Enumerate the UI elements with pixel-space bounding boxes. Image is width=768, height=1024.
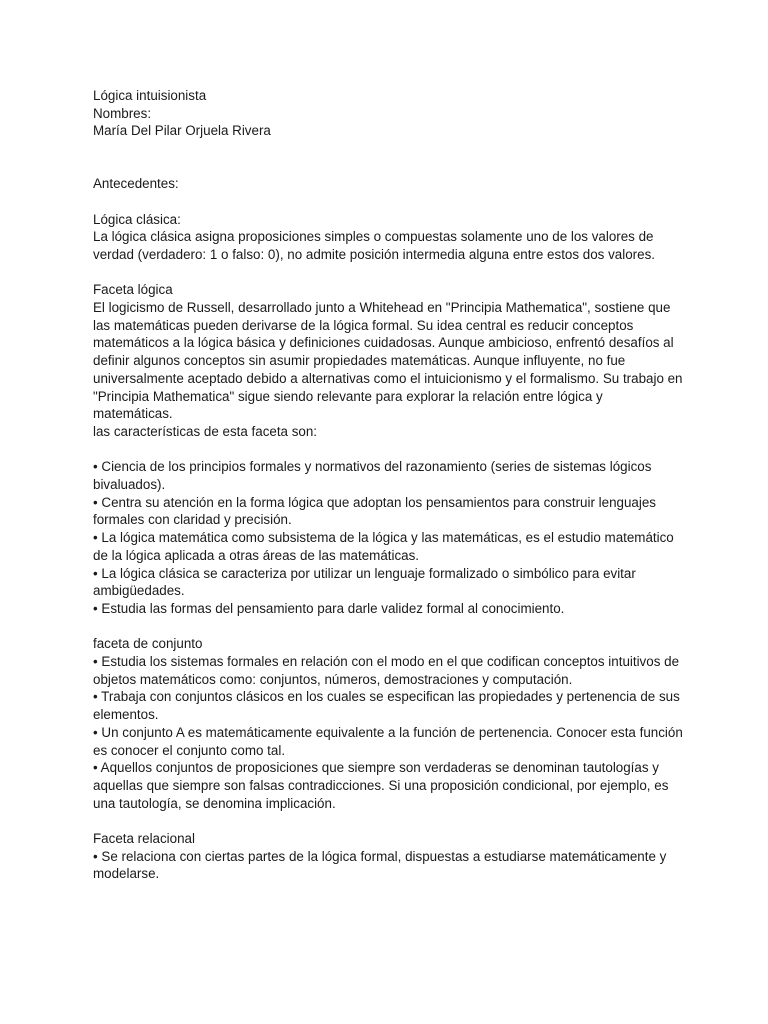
paragraph-faceta-logica-intro: las características de esta faceta son: [93, 423, 318, 439]
list-item: • Ciencia de los principios formales y normativos del razonamiento (series de sistemas lógicos bivaluados). [93, 459, 652, 493]
spacer [93, 264, 683, 282]
document-body [93, 87, 683, 883]
list-item: • Estudia los sistemas formales en relación con el modo en el que codifican conceptos intuitivos de objetos matemáticos como: conjuntos, números, demostraciones y computación. [93, 654, 680, 687]
section-heading-antecedentes: Antecedentes: [93, 176, 179, 192]
paragraph-faceta-logica: El logicismo de Russell, desarrollado junto a Whitehead en "Principia Mathematica", sostiene que las matemáticas pueden derivarse de la lógica formal. Su idea central es reducir conceptos matemáticos a la lógica básica y definiciones cuidadosas. Aunque ambicioso, enfrentó desafíos al definir algunos conceptos sin asumir propiedades matemáticas. Aunque influyente, no fue universalmente aceptado debido a alternativas como el intuicionismo y el formalismo. Su trabajo en "Principia Mathematica" sigue siendo relevante para explorar la relación entre lógica y matemáticas. [93, 300, 683, 422]
list-item: • Estudia las formas del pensamiento para darle validez formal al conocimiento. [93, 600, 565, 616]
document-title: Lógica intuisionista [93, 88, 207, 103]
list-item: • Se relaciona con ciertas partes de la lógica formal, dispuestas a estudiarse matemáticamente y modelarse. [93, 848, 667, 882]
spacer [93, 193, 683, 211]
list-item: • La lógica clásica se caracteriza por utilizar un lenguaje formalizado o simbólico para evitar ambigüedades. [93, 565, 636, 599]
list-item: • Centra su atención en la forma lógica que adoptan los pensamientos para construir lenguajes formales con claridad y precisión. [93, 494, 656, 528]
section-heading-faceta-relacional: Faceta relacional [93, 831, 195, 847]
section-heading-faceta-logica: Faceta lógica [93, 282, 173, 298]
spacer [93, 441, 683, 459]
names-label: Nombres: [93, 105, 152, 121]
paragraph-logica-clasica: La lógica clásica asigna proposiciones simples o compuestas solamente uno de los valores de verdad (verdadero: 1 o falso: 0), no admite posición intermedia alguna entre estos dos valores. [93, 229, 655, 262]
section-heading-logica-clasica: Lógica clásica: [93, 211, 181, 227]
section-heading-faceta-conjunto: faceta de conjunto [93, 636, 203, 652]
list-item: • La lógica matemática como subsistema de la lógica y las matemáticas, es el estudio matemático de la lógica aplicada a otras áreas de las matemáticas. [93, 530, 674, 563]
spacer [93, 618, 683, 636]
spacer [93, 140, 683, 175]
list-item: • Aquellos conjuntos de proposiciones que siempre son verdaderas se denominan tautologías y aquellas que siempre son falsas contradicciones. Si una proposición condicional, por ejemplo, es una tautología, se denomina implicación. [93, 760, 669, 811]
spacer [93, 812, 683, 830]
author-name: María Del Pilar Orjuela Rivera [93, 123, 271, 139]
list-item: • Trabaja con conjuntos clásicos en los cuales se especifican las propiedades y pertenencia de sus elementos. [93, 689, 680, 723]
list-item: • Un conjunto A es matemáticamente equivalente a la función de pertenencia. Conocer esta función es conocer el conjunto como tal. [93, 724, 683, 758]
